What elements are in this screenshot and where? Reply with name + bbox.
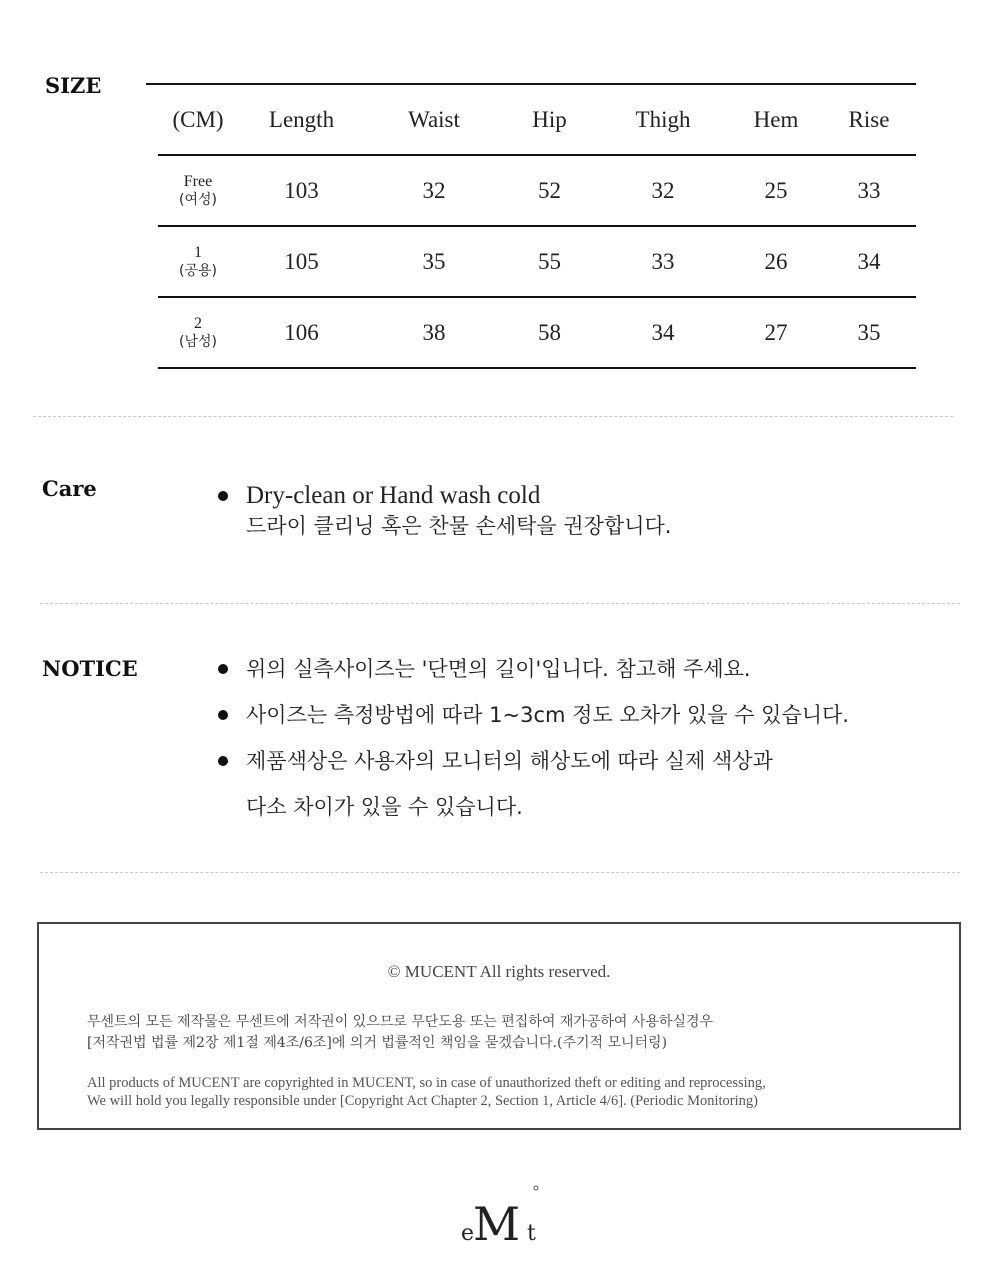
cell-rise: 35 (822, 297, 916, 368)
care-instruction-en: Dry-clean or Hand wash cold (246, 482, 541, 509)
col-header-length: Length (238, 86, 365, 155)
care-section-label: Care (42, 476, 97, 501)
col-header-waist: Waist (365, 86, 503, 155)
table-row (158, 155, 916, 226)
cell-rise: 34 (822, 226, 916, 297)
col-header-thigh: Thigh (596, 86, 730, 155)
cell-hip: 58 (503, 297, 596, 368)
table-row (158, 226, 916, 297)
row-size-label: 2 (남성) (158, 297, 238, 368)
divider (40, 603, 960, 604)
list-item (216, 481, 671, 541)
cell-length: 106 (238, 297, 365, 368)
cell-thigh: 32 (596, 155, 730, 226)
care-instruction-ko: 드라이 클리닝 혹은 찬물 손세탁을 권장합니다. (246, 514, 672, 538)
size-table-header (158, 86, 916, 155)
care-list (216, 481, 671, 541)
table-top-rule (146, 83, 916, 85)
col-header-hip: Hip (503, 86, 596, 155)
list-item: 위의 실측사이즈는 '단면의 길이'입니다. 참고해 주세요. (216, 651, 849, 697)
list-item: 사이즈는 측정방법에 따라 1~3cm 정도 오차가 있을 수 있습니다. (216, 697, 849, 743)
logo-letter-m: M (473, 1197, 521, 1250)
cell-hip: 55 (503, 226, 596, 297)
copyright-box (37, 922, 961, 1130)
col-header-rise: Rise (822, 86, 916, 155)
divider (40, 872, 960, 873)
cell-waist: 32 (365, 155, 503, 226)
list-item-continuation: 다소 차이가 있을 수 있습니다. (246, 795, 523, 819)
logo-letter-t: t (527, 1221, 536, 1246)
row-size-label: 1 (공용) (158, 226, 238, 297)
cell-waist: 35 (365, 226, 503, 297)
mucent-logo (440, 1180, 560, 1250)
logo-letter-e: e (461, 1221, 475, 1246)
cell-rise: 33 (822, 155, 916, 226)
cell-waist: 38 (365, 297, 503, 368)
cell-length: 105 (238, 226, 365, 297)
list-item: 제품색상은 사용자의 모니터의 해상도에 따라 실제 색상과 (216, 743, 849, 789)
bullet-icon (218, 664, 228, 674)
row-size-label: Free (여성) (158, 155, 238, 226)
copyright-notice-ko: 무센트의 모든 제작물은 무센트에 저작권이 있으므로 무단도용 또는 편집하여 재가공하여 사용하실경우 [저작권법 법률 제2장 제1절 제4조/6조]에 의거 법률적인 책임을 묻겠습니다.(주기적 모니터링) (87, 1014, 714, 1051)
table-row (158, 297, 916, 368)
cell-hem: 25 (730, 155, 822, 226)
col-header-hem: Hem (730, 86, 822, 155)
cell-hip: 52 (503, 155, 596, 226)
divider (33, 416, 953, 417)
copyright-notice-en: All products of MUCENT are copyrighted in MUCENT, so in case of unauthorized theft or editing and reprocessing, We will hold you legally responsible under [Copyright Act Chapter 2, Section 1, Article 4/6]. (Periodic Monitoring) (87, 1075, 766, 1109)
notice-list (216, 651, 849, 829)
size-section-label: SIZE (45, 73, 102, 98)
cell-thigh: 34 (596, 297, 730, 368)
bullet-icon (218, 491, 228, 501)
cell-hem: 27 (730, 297, 822, 368)
cell-length: 103 (238, 155, 365, 226)
bullet-icon (218, 756, 228, 766)
col-header-unit: (CM) (158, 86, 238, 155)
size-table (158, 86, 916, 369)
cell-hem: 26 (730, 226, 822, 297)
copyright-title: © MUCENT All rights reserved. (387, 962, 611, 981)
cell-thigh: 33 (596, 226, 730, 297)
notice-section-label: NOTICE (42, 656, 138, 681)
logo-dot-icon (534, 1186, 538, 1190)
bullet-icon (218, 710, 228, 720)
